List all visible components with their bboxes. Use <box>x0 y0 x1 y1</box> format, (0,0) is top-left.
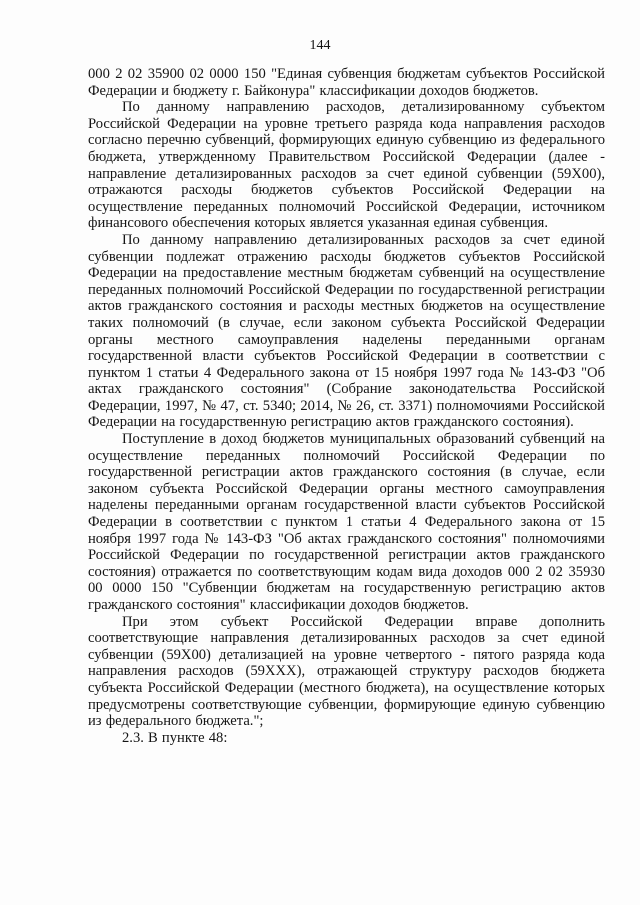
page-number: 144 <box>309 38 331 53</box>
paragraph-detailing-right: При этом субъект Российской Федерации вправе дополнить соответствующие направления детализированных расходов за счет единой субвенции (59Х00) детализацией на уровне четвертого - пятого разряда кода направления расходов (59ХХХ), отражающей структуру расходов бюджета субъекта Российской Федерации (местного бюджета), на осуществление которых предусмотрены соответствующие субвенции, формирующие единую субвенцию из федерального бюджета."; <box>88 613 605 730</box>
paragraph-kbk-code: 000 2 02 35900 02 0000 150 "Единая субвенция бюджетам субъектов Российской Федерации и бюджету г. Байконура" классификации доходов бюджетов. <box>88 66 605 99</box>
paragraph-civil-registry-expenses: По данному направлению детализированных расходов за счет единой субвенции подлежат отражению расходы бюджетов субъектов Российской Федерации на предоставление местным бюджетам субвенций на осуществление переданных полномочий Российской Федерации по государственной регистрации актов гражданского состояния и расходы местных бюджетов на осуществление таких полномочий (в случае, если законом субъекта Российской Федерации органы местного самоуправления наделены переданными органам государственной власти субъектов Российской Федерации в соответствии с пунктом 1 статьи 4 Федерального закона от 15 ноября 1997 года № 143-ФЗ "Об актах гражданского состояния" (Собрание законодательства Российской Федерации, 1997, № 47, ст. 5340; 2014, № 26, ст. 3371) полномочиями Российской Федерации на государственную регистрацию актов гражданского состояния). <box>88 231 605 431</box>
paragraph-direction-expenses: По данному направлению расходов, детализированному субъектом Российской Федерации на уровне третьего разряда кода направления расходов согласно перечню субвенций, формирующих единую субвенцию из федерального бюджета, утвержденному Правительством Российской Федерации (далее - направление детализированных расходов за счет единой субвенции (59Х00), отражаются расходы бюджетов субъектов Российской Федерации на осуществление переданных полномочий Российской Федерации, источником финансового обеспечения которых является указанная единая субвенция. <box>88 99 605 232</box>
paragraph-clause-2-3: 2.3. В пункте 48: <box>122 729 228 746</box>
paragraph-municipal-income: Поступление в доход бюджетов муниципальных образований субвенций на осуществление переданных полномочий Российской Федерации по государственной регистрации актов гражданского состояния (в случае, если законом субъекта Российской Федерации органы местного самоуправления наделены переданными органам государственной власти субъектов Российской Федерации в соответствии с пунктом 1 статьи 4 Федерального закона от 15 ноября 1997 года № 143-ФЗ "Об актах гражданского состояния" полномочиями Российской Федерации по государственной регистрации актов гражданского состояния) отражается по соответствующим кодам вида доходов 000 2 02 35930 00 0000 150 "Субвенции бюджетам на государственную регистрацию актов гражданского состояния" классификации доходов бюджетов. <box>88 431 605 613</box>
document-body <box>88 66 605 746</box>
